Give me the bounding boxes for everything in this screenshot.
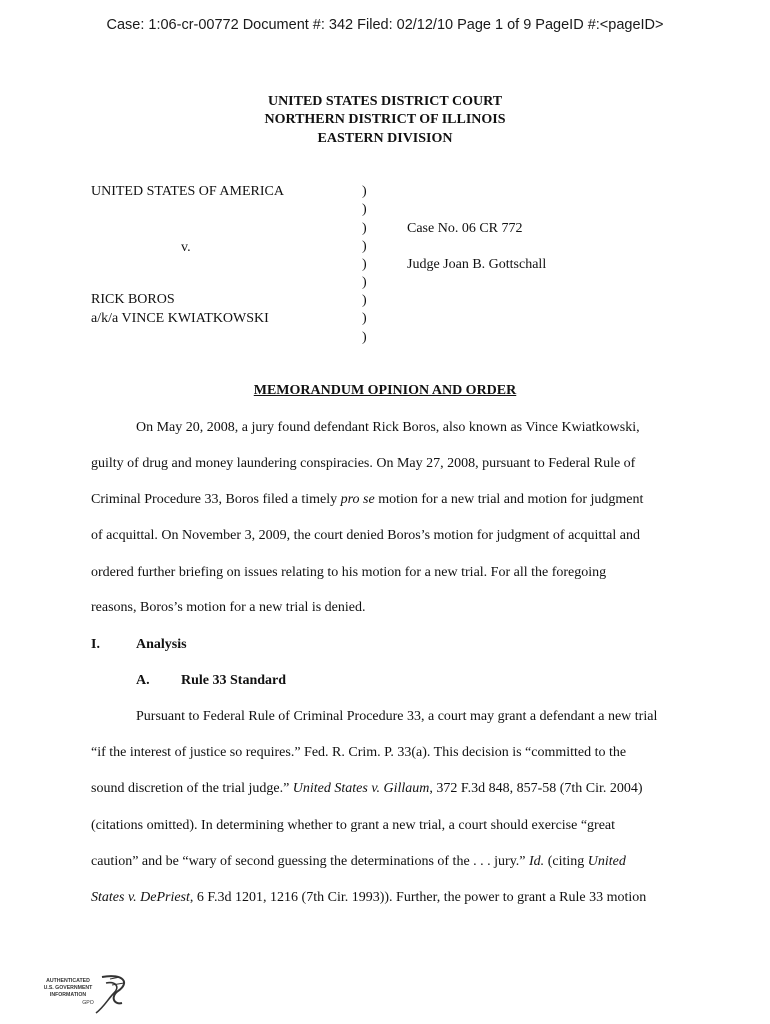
intro-line-3c: motion for a new trial and motion for judgment [374,492,644,507]
case-cite-united: United [587,854,626,869]
rule33-line-3c: , 372 F.3d 848, 857-58 (7th Cir. 2004) [429,781,643,796]
judge-name: Judge Joan B. Gottschall [407,257,547,272]
seal-text-2: U.S. GOVERNMENT [44,985,93,991]
eagle-icon [102,976,124,1003]
case-cite-gillaum: United States v. Gillaum [292,781,430,796]
case-number: Case No. 06 CR 772 [407,221,523,236]
caption-paren: ) [362,184,367,199]
caption-paren: ) [362,257,367,272]
caption-paren: ) [362,202,367,217]
section-title: Analysis [136,637,187,652]
caption-paren: ) [362,239,367,254]
intro-line-3a: Criminal Procedure 33, Boros filed a timely [91,492,341,507]
caption-paren: ) [362,293,367,308]
intro-line-5: ordered further briefing on issues relating to his motion for a new trial. For all the foregoing [91,565,607,580]
seal-text-gpo: GPO [82,1000,94,1006]
intro-line-3 [91,492,643,508]
rule33-line-1: Pursuant to Federal Rule of Criminal Procedure 33, a court may grant a defendant a new trial [136,709,658,724]
case-cite-depriest: States v. DePriest [91,890,190,905]
seal-text-1: AUTHENTICATED [46,978,90,984]
intro-line-6: reasons, Boros’s motion for a new trial is denied. [91,600,366,615]
rule33-line-5 [91,854,626,870]
document-title: MEMORANDUM OPINION AND ORDER [253,383,517,398]
intro-line-2: guilty of drug and money laundering conspiracies. On May 27, 2008, pursuant to Federal Rule of [91,456,636,471]
rule33-line-2: “if the interest of justice so requires.” Fed. R. Crim. P. 33(a). This decision is “committed to the [91,745,627,760]
court-name: UNITED STATES DISTRICT COURT [267,94,503,109]
caption-paren: ) [362,311,367,326]
rule33-line-4: (citations omitted). In determining whether to grant a new trial, a court should exercise “great [91,818,616,833]
cite-id: Id. [529,854,545,869]
caption-paren: ) [362,275,367,290]
rule33-line-5a: caution” and be “wary of second guessing the determinations of the . . . jury.” [91,854,530,869]
caption-aka: a/k/a VINCE KWIATKOWSKI [91,311,269,326]
caption-paren: ) [362,330,367,345]
court-division: EASTERN DIVISION [317,131,453,146]
rule33-line-3a: sound discretion of the trial judge.” [91,781,293,796]
gpo-authentication-seal [44,973,134,1019]
court-district: NORTHERN DISTRICT OF ILLINOIS [264,112,506,127]
caption-versus: v. [181,240,191,255]
rule33-line-5c: (citing [544,854,588,869]
caption-defendant: RICK BOROS [91,292,175,307]
subsection-number: A. [136,673,150,688]
subsection-title: Rule 33 Standard [181,673,287,688]
ecf-header: Case: 1:06-cr-00772 Document #: 342 Filed: 02/12/10 Page 1 of 9 PageID #:<pageID> [106,17,664,33]
intro-line-1: On May 20, 2008, a jury found defendant Rick Boros, also known as Vince Kwiatkowski, [136,420,640,435]
caption-paren: ) [362,221,367,236]
rule33-line-6 [91,890,646,906]
seal-text-3: INFORMATION [49,992,87,998]
rule33-line-6b: , 6 F.3d 1201, 1216 (7th Cir. 1993)). Further, the power to grant a Rule 33 motion [189,890,647,905]
intro-line-4: of acquittal. On November 3, 2009, the court denied Boros’s motion for judgment of acquittal and [91,528,640,543]
intro-pro-se: pro se [340,492,375,507]
section-number: I. [91,637,100,652]
caption-plaintiff: UNITED STATES OF AMERICA [91,184,284,199]
gpo-seal-graphic [44,973,134,1019]
rule33-line-3 [91,781,643,797]
